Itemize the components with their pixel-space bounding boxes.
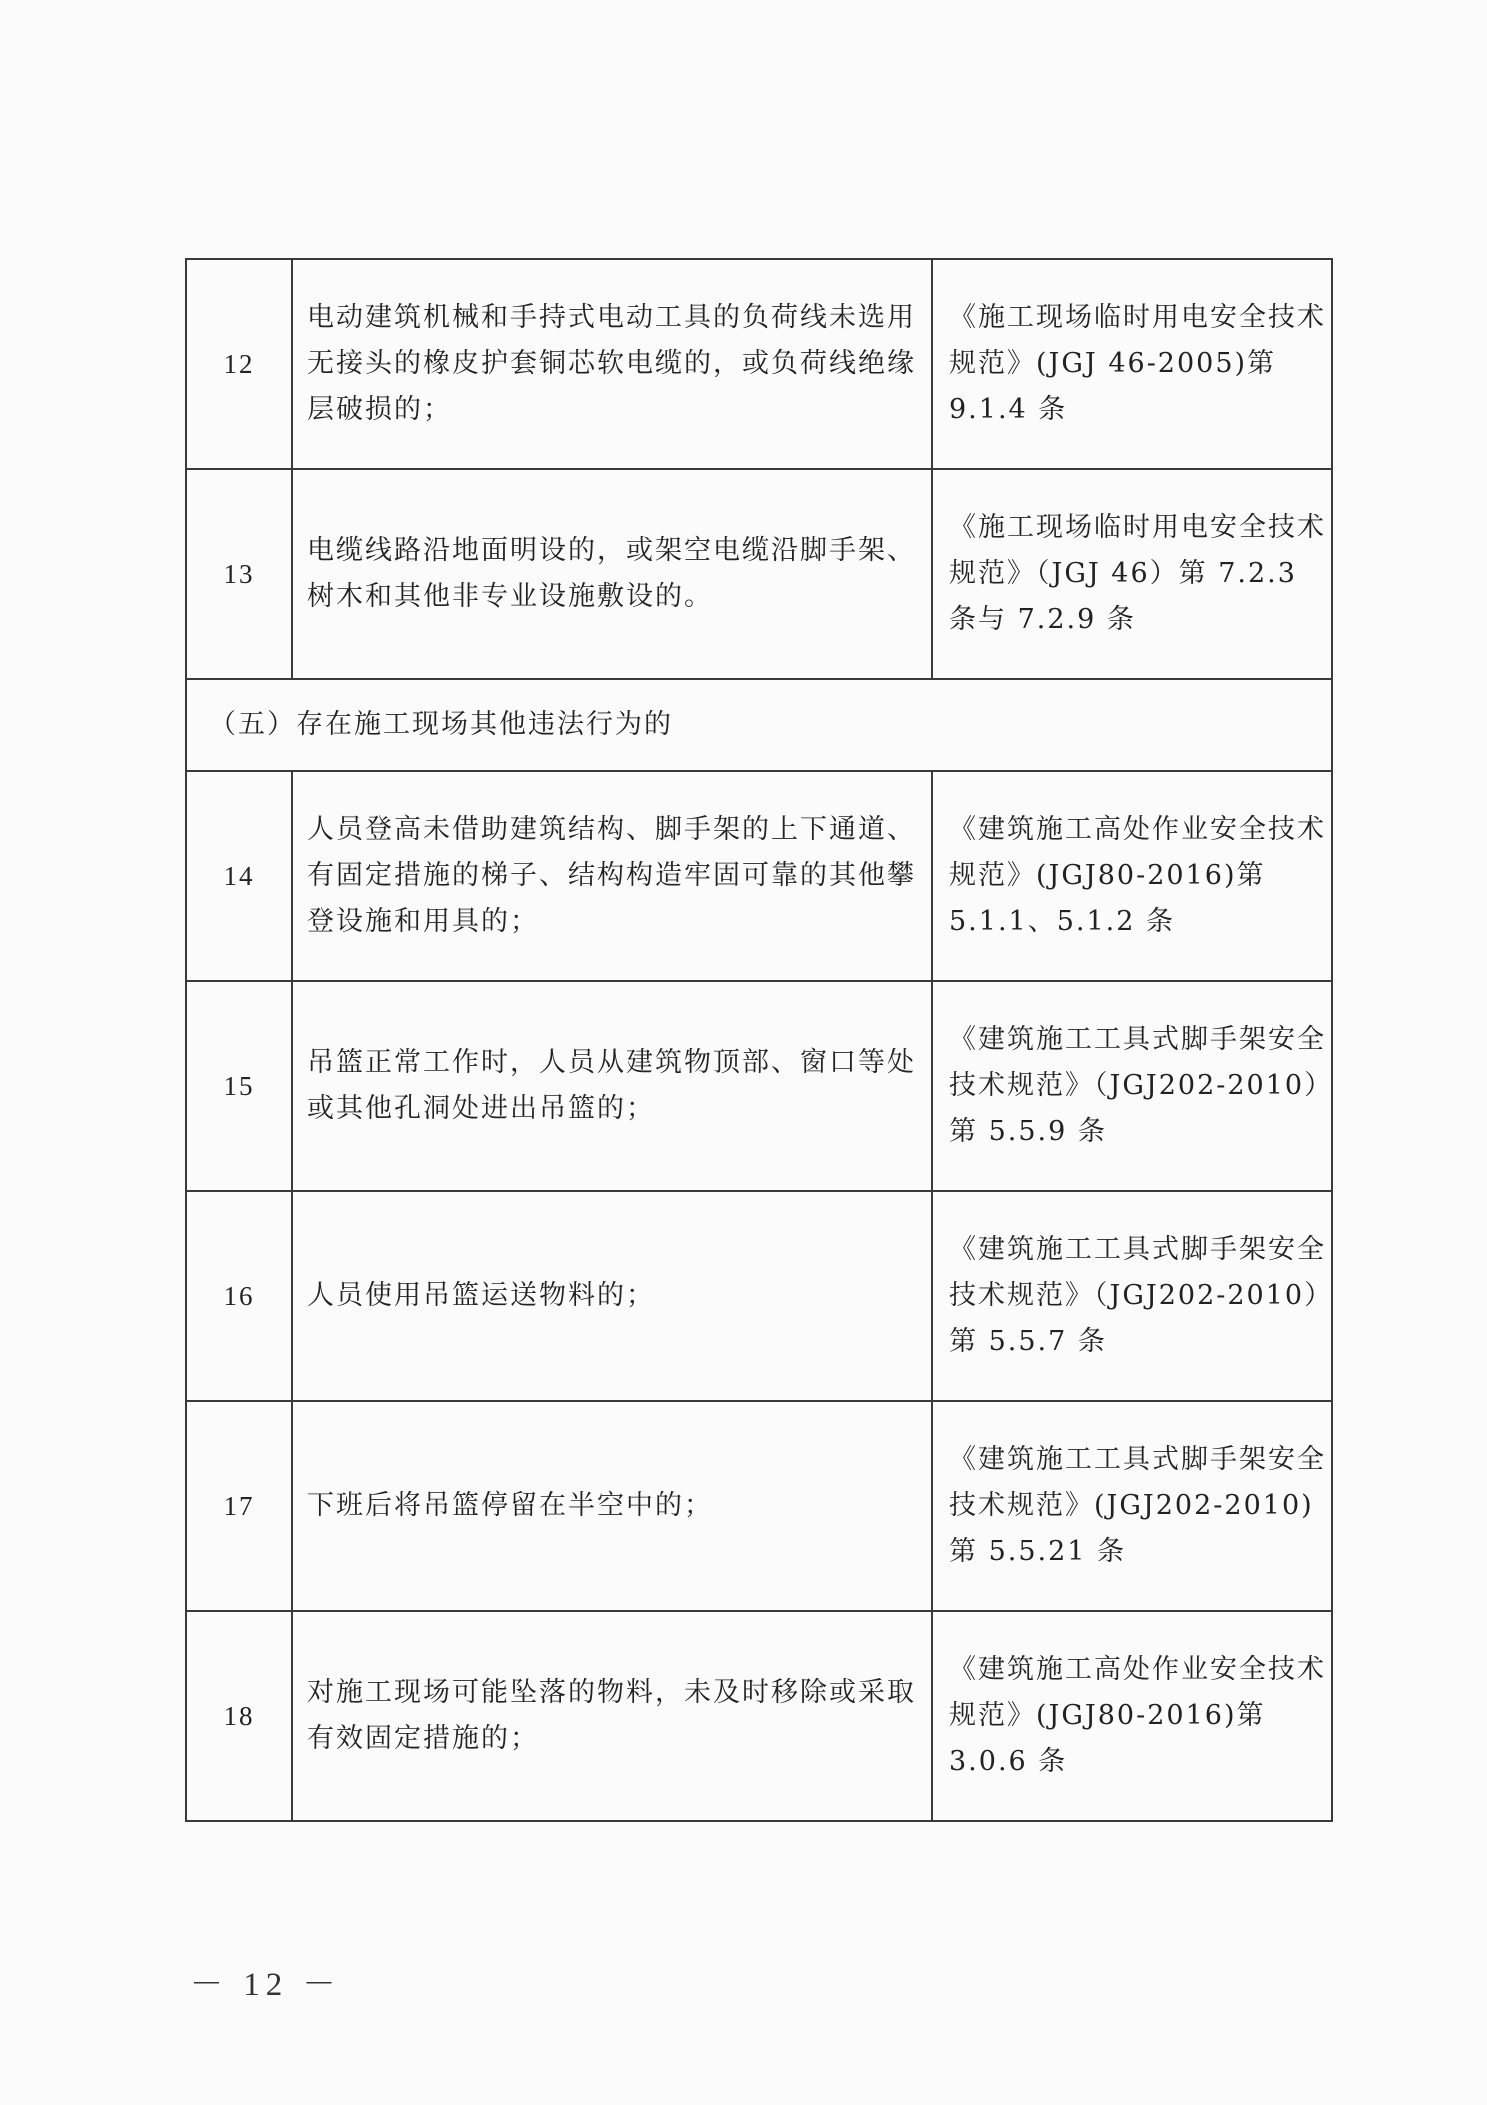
row-number: 14 <box>186 771 292 981</box>
legal-basis: 《施工现场临时用电安全技术规范》（JGJ 46）第 7.2.3 条与 7.2.9 条 <box>932 469 1332 679</box>
row-number: 18 <box>186 1611 292 1821</box>
table-row <box>186 981 1332 1191</box>
legal-basis: 《建筑施工高处作业安全技术规范》(JGJ80-2016)第 3.0.6 条 <box>932 1611 1332 1821</box>
legal-basis: 《建筑施工工具式脚手架安全技术规范》(JGJ202-2010)第 5.5.21 条 <box>932 1401 1332 1611</box>
page-number: － 12 － <box>190 1967 342 2003</box>
table-row <box>186 469 1332 679</box>
table-row <box>186 1611 1332 1821</box>
violation-description: 对施工现场可能坠落的物料，未及时移除或采取有效固定措施的； <box>292 1611 932 1821</box>
row-number: 17 <box>186 1401 292 1611</box>
row-number: 12 <box>186 259 292 469</box>
violation-description: 人员使用吊篮运送物料的； <box>292 1191 932 1401</box>
violation-description: 下班后将吊篮停留在半空中的； <box>292 1401 932 1611</box>
row-number: 16 <box>186 1191 292 1401</box>
legal-basis: 《施工现场临时用电安全技术规范》(JGJ 46-2005)第 9.1.4 条 <box>932 259 1332 469</box>
violation-description: 电动建筑机械和手持式电动工具的负荷线未选用无接头的橡皮护套铜芯软电缆的，或负荷线绝缘层破损的； <box>292 259 932 469</box>
violation-description: 人员登高未借助建筑结构、脚手架的上下通道、有固定措施的梯子、结构构造牢固可靠的其他攀登设施和用具的； <box>292 771 932 981</box>
row-number: 13 <box>186 469 292 679</box>
table-row <box>186 771 1332 981</box>
legal-basis: 《建筑施工工具式脚手架安全技术规范》（JGJ202-2010）第 5.5.7 条 <box>932 1191 1332 1401</box>
violation-description: 吊篮正常工作时，人员从建筑物顶部、窗口等处或其他孔洞处进出吊篮的； <box>292 981 932 1191</box>
legal-basis: 《建筑施工工具式脚手架安全技术规范》（JGJ202-2010）第 5.5.9 条 <box>932 981 1332 1191</box>
table-row <box>186 259 1332 469</box>
table-row <box>186 1191 1332 1401</box>
table-row <box>186 1401 1332 1611</box>
legal-basis: 《建筑施工高处作业安全技术规范》(JGJ80-2016)第 5.1.1、5.1.2 条 <box>932 771 1332 981</box>
section-title: （五）存在施工现场其他违法行为的 <box>186 679 1332 771</box>
regulation-table <box>185 258 1333 1822</box>
section-header-row <box>186 679 1332 771</box>
violation-description: 电缆线路沿地面明设的，或架空电缆沿脚手架、树木和其他非专业设施敷设的。 <box>292 469 932 679</box>
row-number: 15 <box>186 981 292 1191</box>
